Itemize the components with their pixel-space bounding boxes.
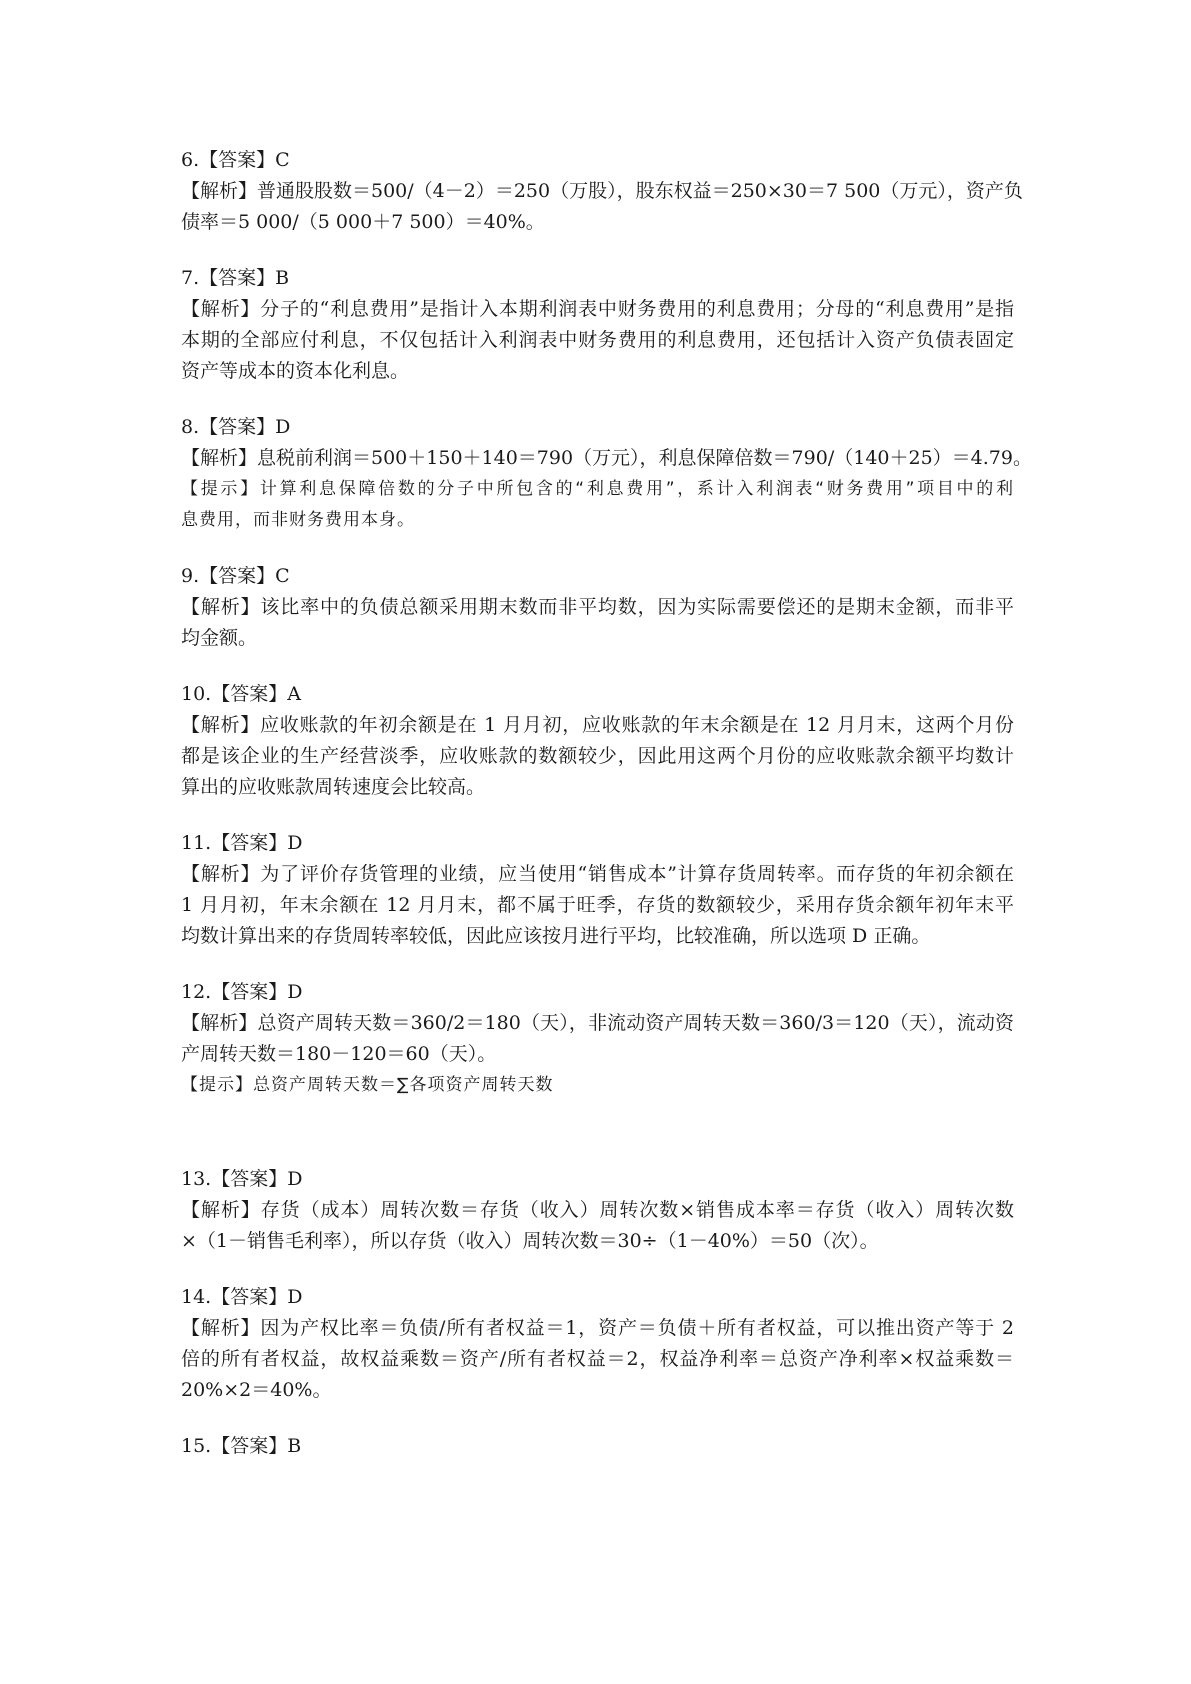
explanation-line: 【解析】应收账款的年初余额是在 1 月月初，应收账款的年末余额是在 12 月月末，这两个月份 [181, 714, 1014, 736]
explanation-line: 【解析】普通股股数＝500/（4－2）＝250（万股），股东权益＝250×30＝7 500（万元），资产负 [181, 180, 1023, 202]
answer-block-14 [181, 1282, 1014, 1406]
answer-line: 14.【答案】D [181, 1286, 303, 1308]
answer-block-7 [181, 263, 1014, 387]
tip-line: 【提示】计算利息保障倍数的分子中所包含的“利息费用”，系计入利润表“财务费用”项目中的利 [181, 479, 1014, 499]
explanation-line: ×（1－销售毛利率），所以存货（收入）周转次数＝30÷（1－40%）＝50（次）。 [181, 1230, 879, 1252]
explanation-line: 【解析】因为产权比率＝负债/所有者权益＝1，资产＝负债＋所有者权益，可以推出资产等于 2 [181, 1317, 1014, 1339]
explanation-line: 倍的所有者权益，故权益乘数＝资产/所有者权益＝2，权益净利率＝总资产净利率×权益乘数＝ [181, 1348, 1014, 1370]
document-page [181, 145, 1032, 1462]
explanation-line: 【解析】息税前利润＝500＋150＋140＝790（万元），利息保障倍数＝790/（140＋25）＝4.79。 [181, 447, 1032, 469]
explanation-line: 均金额。 [181, 627, 258, 649]
explanation-line: 【解析】为了评价存货管理的业绩，应当使用“销售成本”计算存货周转率。而存货的年初余额在 [181, 863, 1014, 885]
answer-line: 7.【答案】B [181, 267, 290, 289]
explanation-line: 20%×2＝40%。 [181, 1379, 332, 1401]
explanation-line: 均数计算出来的存货周转率较低，因此应该按月进行平均，比较准确，所以选项 D 正确。 [181, 925, 931, 947]
explanation-line: 【解析】存货（成本）周转次数＝存货（收入）周转次数×销售成本率＝存货（收入）周转次数 [181, 1199, 1014, 1221]
explanation-line: 本期的全部应付利息，不仅包括计入利润表中财务费用的利息费用，还包括计入资产负债表固定 [181, 329, 1014, 351]
answer-line: 11.【答案】D [181, 832, 303, 854]
explanation-line: 【解析】该比率中的负债总额采用期末数而非平均数，因为实际需要偿还的是期末金额，而非平 [181, 596, 1014, 618]
tip-line: 【提示】总资产周转天数＝∑各项资产周转天数 [181, 1075, 554, 1095]
explanation-line: 【解析】总资产周转天数＝360/2＝180（天），非流动资产周转天数＝360/3＝120（天），流动资 [181, 1012, 1014, 1034]
answer-block-11 [181, 828, 1014, 952]
answer-line: 9.【答案】C [181, 565, 290, 587]
explanation-line: 1 月月初，年末余额在 12 月月末，都不属于旺季，存货的数额较少，采用存货余额年初年末平 [181, 894, 1014, 916]
answer-line: 6.【答案】C [181, 149, 290, 171]
answer-line: 12.【答案】D [181, 981, 303, 1003]
answer-block-15 [181, 1431, 1014, 1462]
explanation-line: 【解析】分子的“利息费用”是指计入本期利润表中财务费用的利息费用；分母的“利息费用”是指 [181, 298, 1014, 320]
explanation-line: 资产等成本的资本化利息。 [181, 360, 410, 382]
explanation-line: 产周转天数＝180－120＝60（天）。 [181, 1043, 497, 1065]
answer-line: 13.【答案】D [181, 1168, 303, 1190]
answer-block-10 [181, 679, 1014, 803]
tip-line: 息费用，而非财务费用本身。 [181, 510, 415, 530]
answer-line: 15.【答案】B [181, 1435, 302, 1457]
answer-block-6 [181, 145, 1023, 238]
explanation-line: 都是该企业的生产经营淡季，应收账款的数额较少，因此用这两个月份的应收账款余额平均数计 [181, 745, 1014, 767]
answer-block-13 [181, 1164, 1014, 1257]
answer-block-8 [181, 412, 1032, 536]
answer-line: 10.【答案】A [181, 683, 301, 705]
explanation-line: 债率＝5 000/（5 000＋7 500）＝40%。 [181, 211, 545, 233]
answer-block-12 [181, 977, 1014, 1101]
answer-line: 8.【答案】D [181, 416, 291, 438]
explanation-line: 算出的应收账款周转速度会比较高。 [181, 776, 486, 798]
answer-block-9 [181, 561, 1014, 654]
